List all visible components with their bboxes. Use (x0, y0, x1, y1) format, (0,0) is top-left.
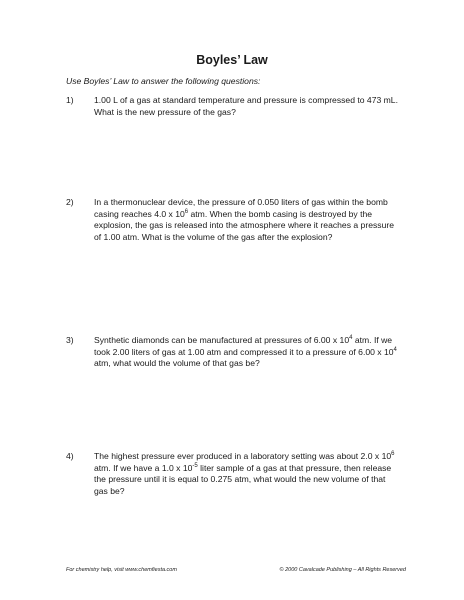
question-text: 1.00 L of a gas at standard temperature and pressure is compressed to 473 mL. What is the new pressure of the gas? (94, 95, 398, 117)
text-segment: atm. When the bomb casing is destroyed by the explosion, the gas is released into the atmosphere where it reaches a pressure of 1.00 atm. What is the volume of the gas after the explosion? (94, 208, 394, 242)
question-number: 1) (66, 95, 74, 105)
text-segment: Synthetic diamonds can be manufactured at pressures of 6.00 x 10 (94, 335, 350, 345)
question-number: 3) (66, 335, 74, 345)
text-segment: In a thermonuclear device, the pressure of 0.050 liters of gas within the bomb casing reaches 4.0 x 10 (94, 197, 388, 219)
text-segment: atm, what would the volume of that gas be? (94, 358, 260, 369)
text-segment: atm. If we took 2.00 liters of gas at 1.00 atm and compressed it to a pressure of 6.00 x 10 (94, 335, 394, 357)
exponent: 6 (184, 208, 189, 215)
footer-copyright: © 2000 Cavalcade Publishing – All Rights Reserved (279, 567, 406, 573)
text-segment: atm. If we have a 1.0 x 10 (94, 462, 193, 473)
question-text (94, 197, 400, 243)
page-title: Boyles’ Law (196, 53, 268, 67)
exponent: 4 (393, 346, 397, 353)
instructions: Use Boyles’ Law to answer the following questions: (66, 76, 261, 86)
text-segment: The highest pressure ever produced in a laboratory setting was about 2.0 x 10 (94, 451, 392, 461)
footer-help-text: For chemistry help, visit www.chemfiesta.com (66, 567, 177, 573)
question-number: 2) (66, 197, 74, 207)
question-text (94, 335, 400, 370)
question-number: 4) (66, 451, 74, 461)
text-segment: liter sample of a gas at that pressure, then release the pressure until it is equal to 0.275 atm, what would the new volume of that gas be? (94, 462, 392, 496)
exponent: 6 (391, 451, 395, 458)
question-text (94, 451, 400, 497)
exponent: -5 (192, 462, 198, 469)
exponent: 4 (349, 335, 353, 342)
